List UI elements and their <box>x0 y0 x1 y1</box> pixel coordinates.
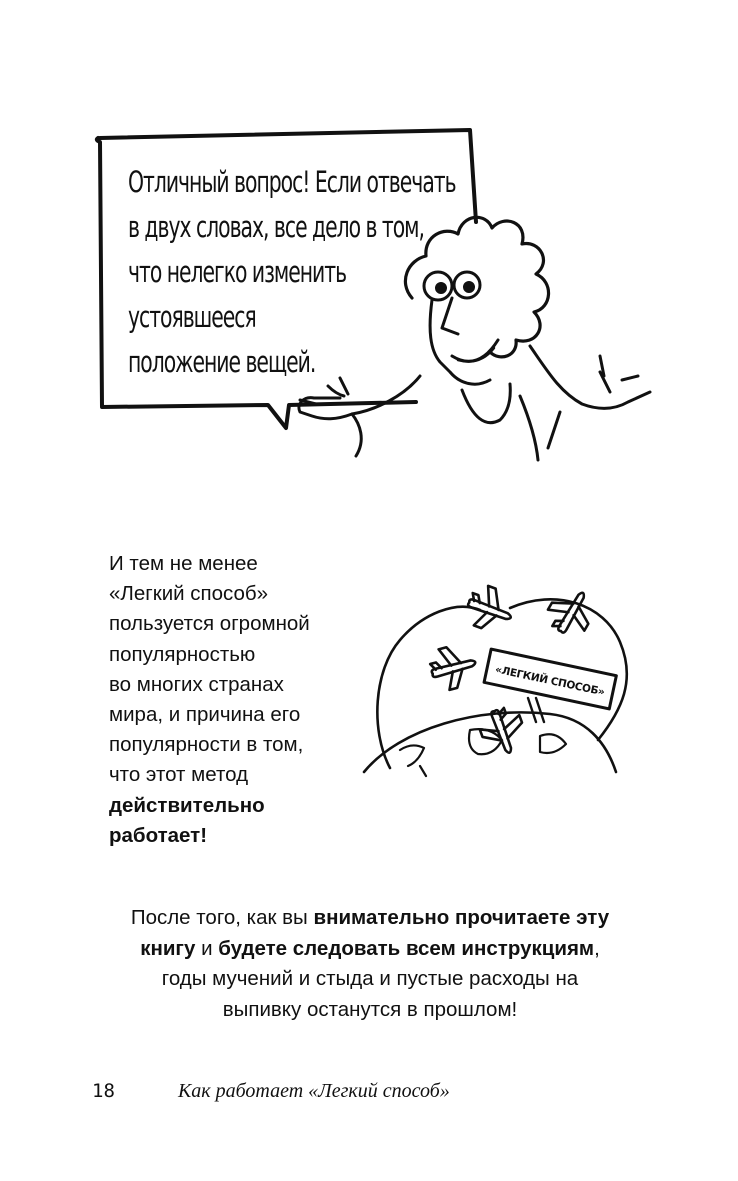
page-number: 18 <box>92 1080 115 1102</box>
airplane-icon <box>427 641 481 693</box>
paragraph-line <box>60 903 680 934</box>
speech-bubble-line: устоявшееся <box>128 300 256 334</box>
paragraph-line: во многих странах <box>109 672 284 696</box>
paragraph-line: И тем не менее <box>109 552 258 575</box>
paragraph-line: мира, и причина его <box>109 703 301 727</box>
paragraph-fragment-bold: будете следовать всем инструкциям <box>218 936 595 960</box>
paragraph-line: популярностью <box>109 642 256 666</box>
sign-text: «ЛЕГКИЙ СПОСОБ» <box>493 663 606 699</box>
paragraph-line: пользуется огромной <box>109 612 310 636</box>
paragraph-line: популярности в том, <box>109 733 304 757</box>
speech-bubble-line: Отличный вопрос! Если отвечать <box>128 165 456 199</box>
speech-bubble-text <box>128 160 458 385</box>
middle-paragraph <box>109 549 369 851</box>
airplane-icon <box>542 582 601 642</box>
paragraph-fragment-bold: книгу <box>140 936 196 960</box>
paragraph-line-bold: работает! <box>109 823 208 847</box>
paragraph-line: выпивку останутся в прошлом! <box>222 997 518 1021</box>
speech-bubble-line: что нелегко изменить <box>128 255 347 289</box>
paragraph-fragment-bold: внимательно прочитаете эту <box>313 906 610 929</box>
paragraph-line-bold: действительно <box>109 793 265 817</box>
speech-bubble-line: положение вещей. <box>128 345 316 379</box>
globe-airplanes-illustration <box>360 580 630 780</box>
paragraph-line <box>60 934 680 965</box>
globe-icon <box>364 712 616 772</box>
bottom-paragraph <box>60 903 680 1025</box>
paragraph-fragment: После того, как вы <box>130 906 314 929</box>
paragraph-fragment: , <box>594 936 600 960</box>
paragraph-line: «Легкий способ» <box>109 582 269 606</box>
paragraph-line: что этот метод <box>109 763 249 787</box>
speech-bubble-line: в двух словах, все дело в том, <box>128 210 424 244</box>
running-title: Как работает «Легкий способ» <box>178 1080 450 1102</box>
paragraph-fragment: и <box>195 936 219 960</box>
paragraph-line: годы мучений и стыда и пустые расходы на <box>161 967 579 990</box>
